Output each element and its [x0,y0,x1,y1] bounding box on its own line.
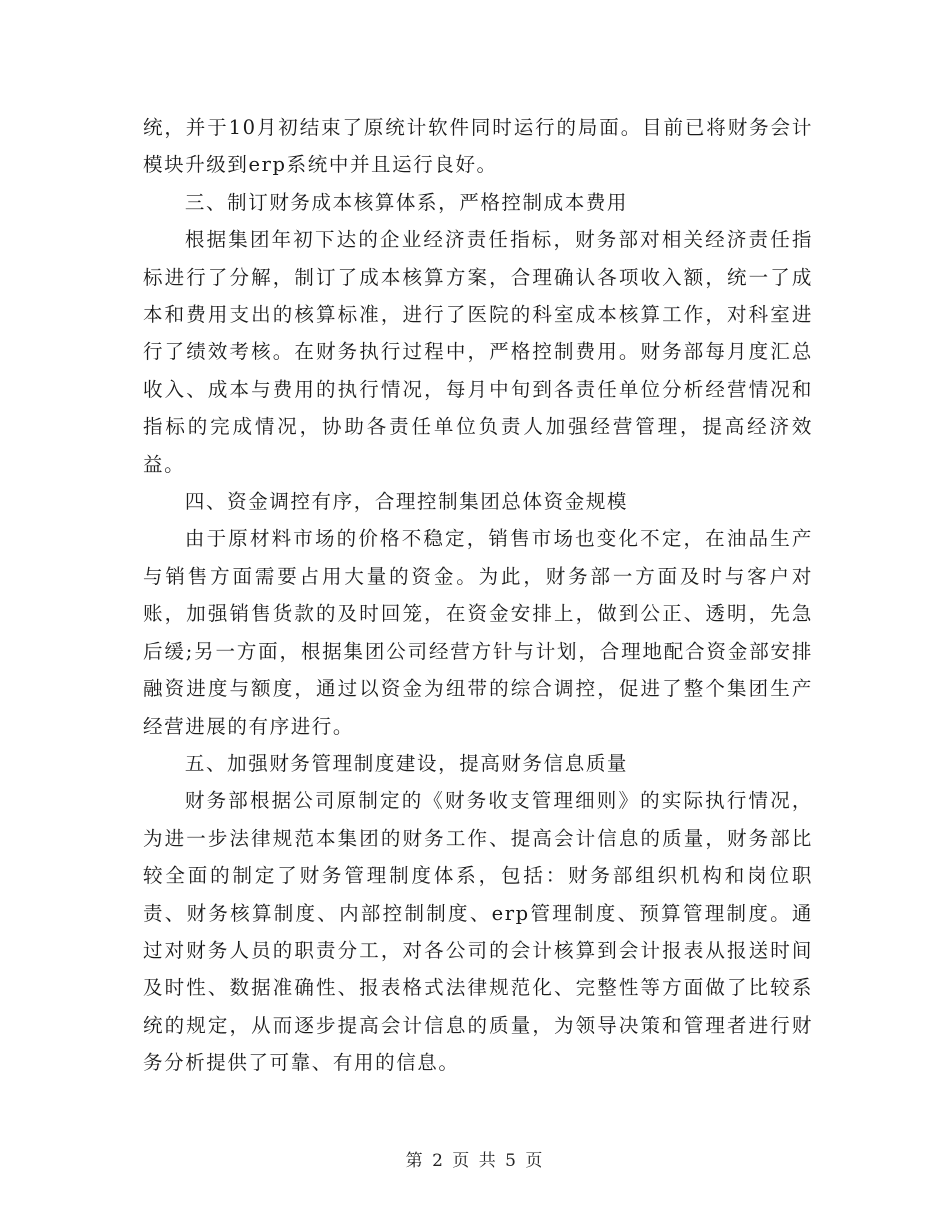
body-paragraph-fund-control: 由于原材料市场的价格不稳定，销售市场也变化不定，在油品生产与销售方面需要占用大量的资金。为此，财务部一方面及时与客户对账，加强销售货款的及时回笼，在资金安排上，做到公正、透明，先急后缓;另一方面，根据集团公司经营方针与计划，合理地配合资金部安排融资进度与额度，通过以资金为纽带的综合调控，促进了整个集团生产经营进展的有序进行。 [143,527,813,738]
body-paragraph-management-system: 财务部根据公司原制定的《财务收支管理细则》的实际执行情况，为进一步法律规范本集团的财务工作、提高会计信息的质量，财务部比较全面的制定了财务管理制度体系，包括：财务部组织机构和岗位职责、财务核算制度、内部控制制度、erp管理制度、预算管理制度。通过对财务人员的职责分工，对各公司的会计核算到会计报表从报送时间及时性、数据准确性、报表格式法律规范化、完整性等方面做了比较系统的规定，从而逐步提高会计信息的质量，为领导决策和管理者进行财务分析提供了可靠、有用的信息。 [143,789,813,1075]
body-paragraph-cost-accounting: 根据集团年初下达的企业经济责任指标，财务部对相关经济责任指标进行了分解，制订了成本核算方案，合理确认各项收入额，统一了成本和费用支出的核算标准，进行了医院的科室成本核算工作，对科室进行了绩效考核。在财务执行过程中，严格控制费用。财务部每月度汇总收入、成本与费用的执行情况，每月中旬到各责任单位分析经营情况和指标的完成情况，协助各责任单位负责人加强经营管理，提高经济效益。 [143,228,813,476]
page-number: 第 2 页 共 5 页 [405,1151,545,1171]
section-heading-5: 五、加强财务管理制度建设，提高财务信息质量 [184,751,629,775]
continuation-paragraph: 统，并于10月初结束了原统计软件同时运行的局面。目前已将财务会计模块升级到erp系统中并且运行良好。 [143,116,813,177]
page-footer [0,1146,950,1171]
section-heading-3: 三、制订财务成本核算体系，严格控制成本费用 [184,190,629,214]
document-body [143,109,813,1082]
section-heading-4: 四、资金调控有序，合理控制集团总体资金规模 [184,490,629,514]
